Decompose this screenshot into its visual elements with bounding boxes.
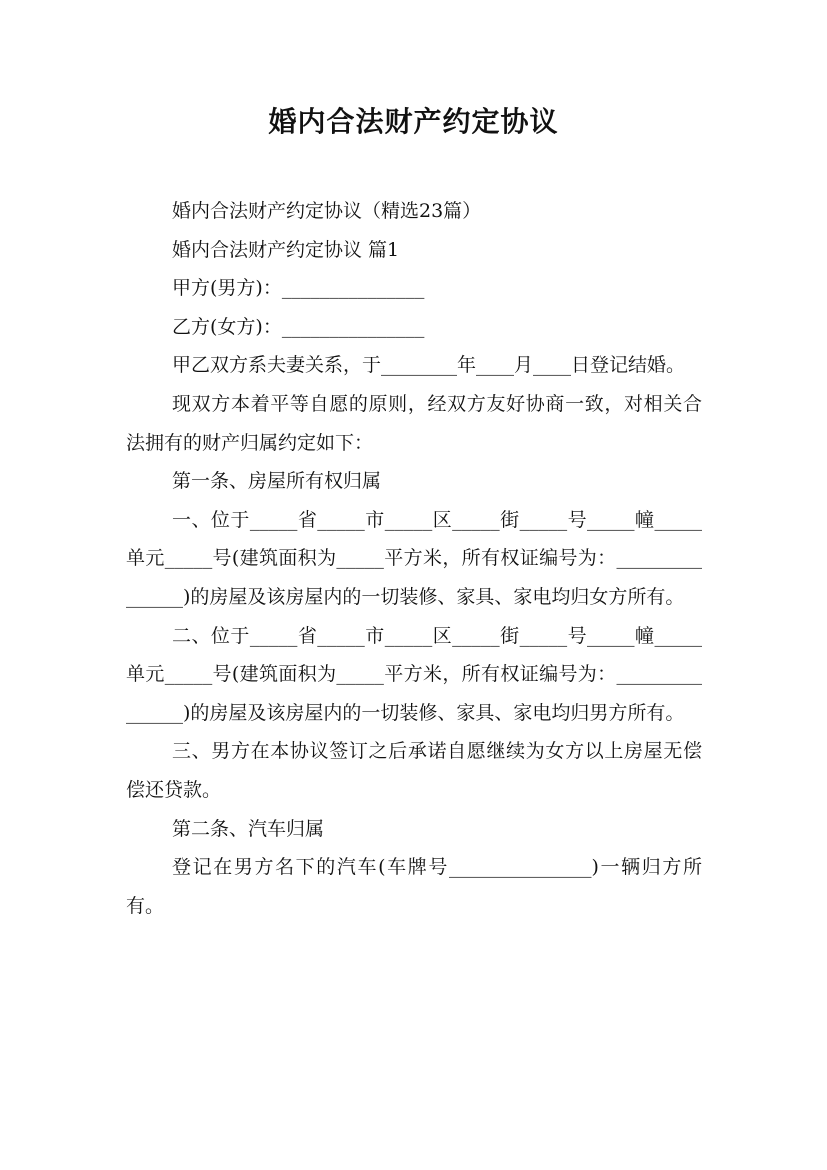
party-a-line: 甲方(男方)：_______________ <box>172 277 425 300</box>
article-2-heading: 第二条、汽车归属 <box>172 817 325 840</box>
article-1-heading: 第一条、房屋所有权归属 <box>172 470 382 493</box>
document-title: 婚内合法财产约定协议 <box>268 105 559 138</box>
section-heading-part-1: 婚内合法财产约定协议 篇1 <box>172 238 400 261</box>
party-b-line: 乙方(女方)：_______________ <box>172 315 425 338</box>
article-1-clause-2: 二、位于_____省_____市_____区_____街_____号_____幢_____单元_____号(建筑面积为_____平方米，所有权证编号为：_______________)的房屋及该房屋内的一切装修、家具、家电均归男方所有。 <box>126 624 702 724</box>
article-2-clause: 登记在男方名下的汽车(车牌号_______________)一辆归方所有。 <box>126 856 702 917</box>
subtitle-collection: 婚内合法财产约定协议（精选23篇） <box>172 200 482 222</box>
document-body <box>126 192 702 925</box>
article-1-clause-3: 三、男方在本协议签订之后承诺自愿继续为女方以上房屋无偿偿还贷款。 <box>126 740 702 801</box>
marriage-registration-paragraph: 甲乙双方系夫妻关系，于________年____月____日登记结婚。 <box>172 354 686 377</box>
agreement-intro-paragraph: 现双方本着平等自愿的原则，经双方友好协商一致，对相关合法拥有的财产归属约定如下： <box>126 392 702 454</box>
article-1-clause-1: 一、位于_____省_____市_____区_____街_____号_____幢_____单元_____号(建筑面积为_____平方米，所有权证编号为：_______________)的房屋及该房屋内的一切装修、家具、家电均归女方所有。 <box>126 508 702 608</box>
